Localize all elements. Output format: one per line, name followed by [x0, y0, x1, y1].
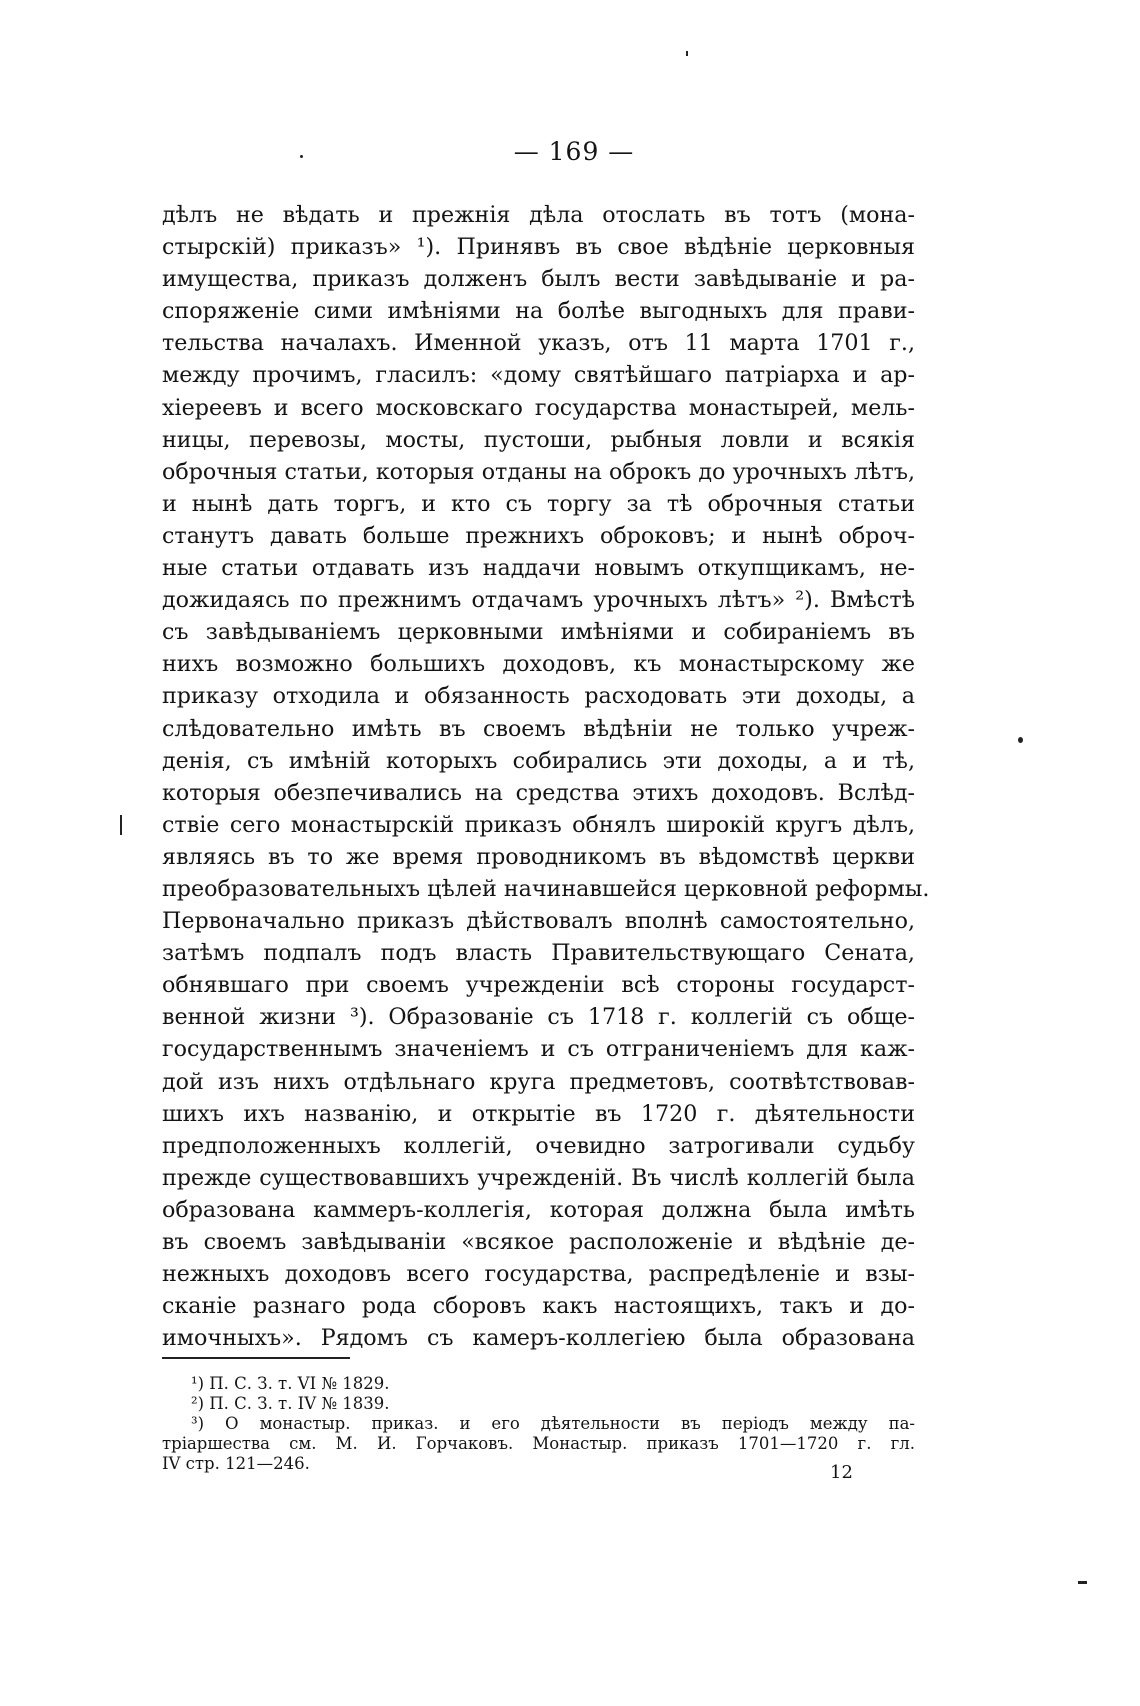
text-line: ницы, перевозы, мосты, пустоши, рыбныя ловли и всякія [162, 426, 915, 453]
signature-mark: 12 [830, 1462, 853, 1483]
text-line: приказу отходила и обязанность расходовать эти доходы, а [162, 683, 915, 710]
text-line: дой изъ нихъ отдѣльнаго круга предметовъ, соотвѣтствовав- [162, 1068, 915, 1095]
scan-speck [1078, 1581, 1087, 1584]
text-line: тельства началахъ. Именной указъ, отъ 11 марта 1701 г., [162, 330, 915, 357]
text-line: преобразовательныхъ цѣлей начинавшейся церковной реформы. [162, 875, 930, 902]
footnote-1: ¹) П. С. З. т. VI № 1829. [191, 1374, 390, 1393]
footnote-3: ³) О монастыр. приказ. и его дѣятельности въ періодъ между па- [191, 1414, 915, 1433]
text-line: нихъ возможно большихъ доходовъ, къ монастырскому же [162, 651, 915, 678]
text-line: венной жизни ³). Образованіе съ 1718 г. коллегій съ обще- [162, 1004, 915, 1031]
text-line: хіереевъ и всего московскаго государства монастырей, мель- [162, 394, 915, 421]
text-line: слѣдовательно имѣть въ своемъ вѣдѣніи не только учреж- [162, 715, 915, 742]
text-line: имущества, приказъ долженъ былъ вести завѣдываніе и ра- [162, 266, 915, 293]
text-line: являясь въ то же время проводникомъ въ вѣдомствѣ церкви [162, 843, 915, 870]
text-line: между прочимъ, гласилъ: «дому святѣйшаго патріарха и ар- [162, 362, 915, 389]
text-line: съ завѣдываніемъ церковными имѣніями и собираніемъ въ [162, 619, 915, 646]
text-line: оброчныя статьи, которыя отданы на оброкъ до урочныхъ лѣтъ, [162, 458, 915, 485]
text-line: затѣмъ подпалъ подъ власть Правительствующаго Сената, [162, 940, 915, 967]
scan-speck [1018, 737, 1023, 743]
text-line: Первоначально приказъ дѣйствовалъ вполнѣ самостоятельно, [162, 908, 915, 935]
text-line: въ своемъ завѣдываніи «всякое расположеніе и вѣдѣніе де- [162, 1229, 915, 1255]
scan-speck [300, 155, 303, 158]
text-line: станутъ давать больше прежнихъ оброковъ; и нынѣ оброч- [162, 522, 915, 549]
page-number: — 169 — [513, 137, 635, 166]
body-text [162, 199, 930, 1354]
text-line: предположенныхъ коллегій, очевидно затрогивали судьбу [162, 1132, 915, 1159]
text-line: споряженіе сими имѣніями на болѣе выгодныхъ для прави- [162, 298, 915, 325]
footnote-3-continuation: тріаршества см. М. И. Горчаковъ. Монастыр. приказъ 1701—1720 г. гл. [162, 1434, 915, 1453]
text-line: образована каммеръ-коллегія, которая должна была имѣть [162, 1196, 915, 1223]
footnote-divider [162, 1357, 350, 1359]
footnote-2: ²) П. С. З. т. IV № 1839. [191, 1394, 390, 1413]
text-line: ные статьи отдавать изъ наддачи новымъ откупщикамъ, не- [162, 555, 915, 582]
text-line: государственнымъ значеніемъ и съ отграниченіемъ для каж- [162, 1036, 915, 1063]
footnote-3-continuation: IV стр. 121—246. [162, 1454, 310, 1473]
text-line: дѣлъ не вѣдать и прежнія дѣла отослать въ тотъ (мона- [162, 202, 915, 228]
text-line: нежныхъ доходовъ всего государства, распредѣленіе и взы- [162, 1261, 915, 1288]
text-line: денія, съ имѣній которыхъ собирались эти доходы, а и тѣ, [162, 747, 915, 774]
text-line: шихъ ихъ названію, и открытіе въ 1720 г. дѣятельности [162, 1100, 915, 1127]
text-line: обнявшаго при своемъ учрежденіи всѣ стороны государст- [162, 972, 915, 999]
text-line: ствіе сего монастырскій приказъ обнялъ широкій кругъ дѣлъ, [162, 811, 915, 838]
footnotes [162, 1374, 915, 1474]
scan-speck [686, 51, 688, 56]
scan-speck [120, 815, 122, 835]
text-line: имочныхъ». Рядомъ съ камеръ-коллегіею была образована [162, 1325, 915, 1352]
text-line: дожидаясь по прежнимъ отдачамъ урочныхъ лѣтъ» ²). Вмѣстѣ [162, 587, 915, 614]
text-line: сканіе разнаго рода сборовъ какъ настоящихъ, такъ и до- [162, 1293, 915, 1320]
text-line: стырскій) приказъ» ¹). Принявъ въ свое вѣдѣніе церковныя [162, 234, 915, 261]
text-line: и нынѣ дать торгъ, и кто съ торгу за тѣ оброчныя статьи [162, 490, 915, 517]
text-line: прежде существовавшихъ учрежденій. Въ числѣ коллегій была [162, 1164, 915, 1191]
text-line: которыя обезпечивались на средства этихъ доходовъ. Вслѣд- [162, 779, 915, 806]
